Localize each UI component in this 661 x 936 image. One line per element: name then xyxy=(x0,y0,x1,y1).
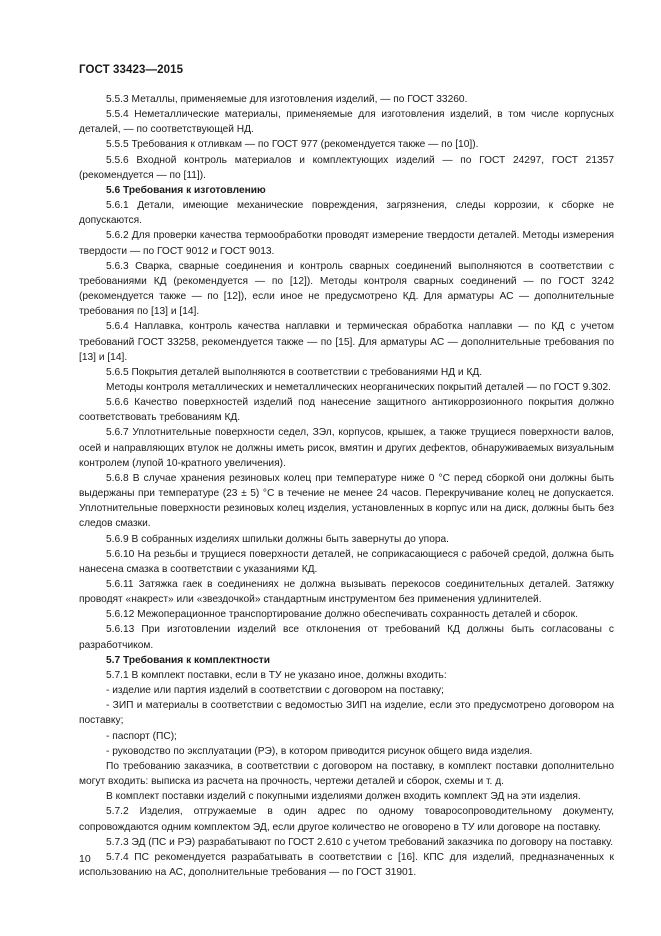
section-heading-5-6: 5.6 Требования к изготовлению xyxy=(106,184,266,196)
list-item: - ЗИП и материалы в соответствии с ведомостью ЗИП на изделие, если это предусмотрено договором на поставку; xyxy=(79,700,614,727)
clause-5-5-4: 5.5.4 Неметаллические материалы, применяемые для изготовления изделий, в том числе корпусных деталей, — по соответствующей НД. xyxy=(79,109,614,136)
page-number: 10 xyxy=(79,853,91,865)
list-item: - изделие или партия изделий в соответствии с договором на поставку; xyxy=(106,685,444,697)
list-item: - руководство по эксплуатации (РЭ), в котором приводится рисунок общего вида изделия. xyxy=(106,745,533,757)
page-header-title: ГОСТ 33423—2015 xyxy=(79,64,184,76)
clause-5-6-4: 5.6.4 Наплавка, контроль качества наплавки и термическая обработка наплавки — по КД с учетом требований ГОСТ 33258, рекомендуется также — по [15]. Для арматуры АС — дополнительные требования по [13] и [14]. xyxy=(79,321,614,363)
section-heading-5-7: 5.7 Требования к комплектности xyxy=(106,654,271,666)
clause-5-6-5: 5.6.5 Покрытия деталей выполняются в соответствии с требованиями НД и КД. xyxy=(106,366,483,378)
clause-5-7-1: 5.7.1 В комплект поставки, если в ТУ не указано иное, должны входить: xyxy=(106,669,447,681)
clause-5-6-11: 5.6.11 Затяжка гаек в соединениях не должна вызывать перекосов соединительных деталей. Затяжку проводят «накрест» или «звездочкой» стандартным инструментом без применения удлинителей. xyxy=(79,579,614,606)
clause-5-5-5: 5.5.5 Требования к отливкам — по ГОСТ 977 (рекомендуется также — по [10]). xyxy=(106,139,479,151)
clause-5-7-3: 5.7.3 ЭД (ПС и РЭ) разрабатывают по ГОСТ 2.610 с учетом требований заказчика по договору на поставку. xyxy=(106,836,614,848)
clause-5-6-1: 5.6.1 Детали, имеющие механические повреждения, загрязнения, следы коррозии, к сборке не допускаются. xyxy=(79,200,614,227)
clause-5-6-9: 5.6.9 В собранных изделиях шпильки должны быть завернуты до упора. xyxy=(106,533,450,545)
clause-5-7-1-additional: По требованию заказчика, в соответствии с договором на поставку, в комплект поставки дополнительно могут входить: выписка из расчета на прочность, чертежи деталей и сборок, схемы и т. д. xyxy=(79,760,614,788)
list-item: - паспорт (ПС); xyxy=(106,730,177,742)
clause-5-7-4: 5.7.4 ПС рекомендуется разрабатывать в соответствии с [16]. КПС для изделий, предназначенных к использованию на АС, дополнительные требования — по ГОСТ 31901. xyxy=(79,851,614,878)
clause-5-7-2: 5.7.2 Изделия, отгружаемые в один адрес по одному товаросопроводительному документу, сопровождаются одним комплектом ЭД, если другое количество не оговорено в ТУ или договоре на поставку. xyxy=(79,806,614,833)
clause-5-5-6: 5.5.6 Входной контроль материалов и комплектующих изделий — по ГОСТ 24297, ГОСТ 21357 (рекомендуется — по [11]). xyxy=(79,154,614,181)
clause-5-6-6: 5.6.6 Качество поверхностей изделий под нанесение защитного антикоррозионного покрытия должно соответствовать требованиям КД. xyxy=(79,397,614,424)
clause-5-7-1-purchased: В комплект поставки изделий с покупными изделиями должен входить комплект ЭД на эти изделия. xyxy=(106,791,581,803)
clause-5-6-10: 5.6.10 На резьбы и трущиеся поверхности деталей, не соприкасающиеся с рабочей средой, должна быть нанесена смазка в соответствии с указаниями КД. xyxy=(79,548,614,575)
clause-5-6-8: 5.6.8 В случае хранения резиновых колец при температуре ниже 0 °С перед сборкой они должны быть выдержаны при температуре (23 ± 5) °С в течение не менее 24 часов. Перекручивание колец не допускается. Уплотнительные поверхности резиновых колец изделия, установленных в корпус или на диск, должны быть без следов смазки. xyxy=(79,472,614,530)
clause-5-5-3: 5.5.3 Металлы, применяемые для изготовления изделий, — по ГОСТ 33260. xyxy=(106,94,468,105)
clause-5-6-13: 5.6.13 При изготовлении изделий все отклонения от требований КД должны быть согласованы с разработчиком. xyxy=(79,624,614,651)
clause-5-6-3: 5.6.3 Сварка, сварные соединения и контроль сварных соединений выполняются в соответствии с требованиями КД (рекомендуется — по [12]). Методы контроля сварных соединений — по ГОСТ 3242 (рекомендуется также — по [12]), если иное не предусмотрено КД. Для арматуры АС — дополнительные требования по [13] и [14]. xyxy=(79,260,614,318)
document-body xyxy=(79,92,614,880)
clause-5-6-12: 5.6.12 Межоперационное транспортирование должно обеспечивать сохранность деталей и сборок. xyxy=(106,609,578,621)
clause-5-6-5-methods: Методы контроля металлических и неметаллических неорганических покрытий деталей — по ГОСТ 9.302. xyxy=(106,381,611,393)
clause-5-6-2: 5.6.2 Для проверки качества термообработки проводят измерение твердости деталей. Методы измерения твердости — по ГОСТ 9012 и ГОСТ 9013. xyxy=(79,230,614,257)
clause-5-6-7: 5.6.7 Уплотнительные поверхности седел, ЗЭл, корпусов, крышек, а также трущиеся поверхности валов, осей и направляющих втулок не должны иметь рисок, вмятин и других дефектов, обнаруживаемых визуальным контролем (лупой 10-кратного увеличения). xyxy=(79,427,614,469)
